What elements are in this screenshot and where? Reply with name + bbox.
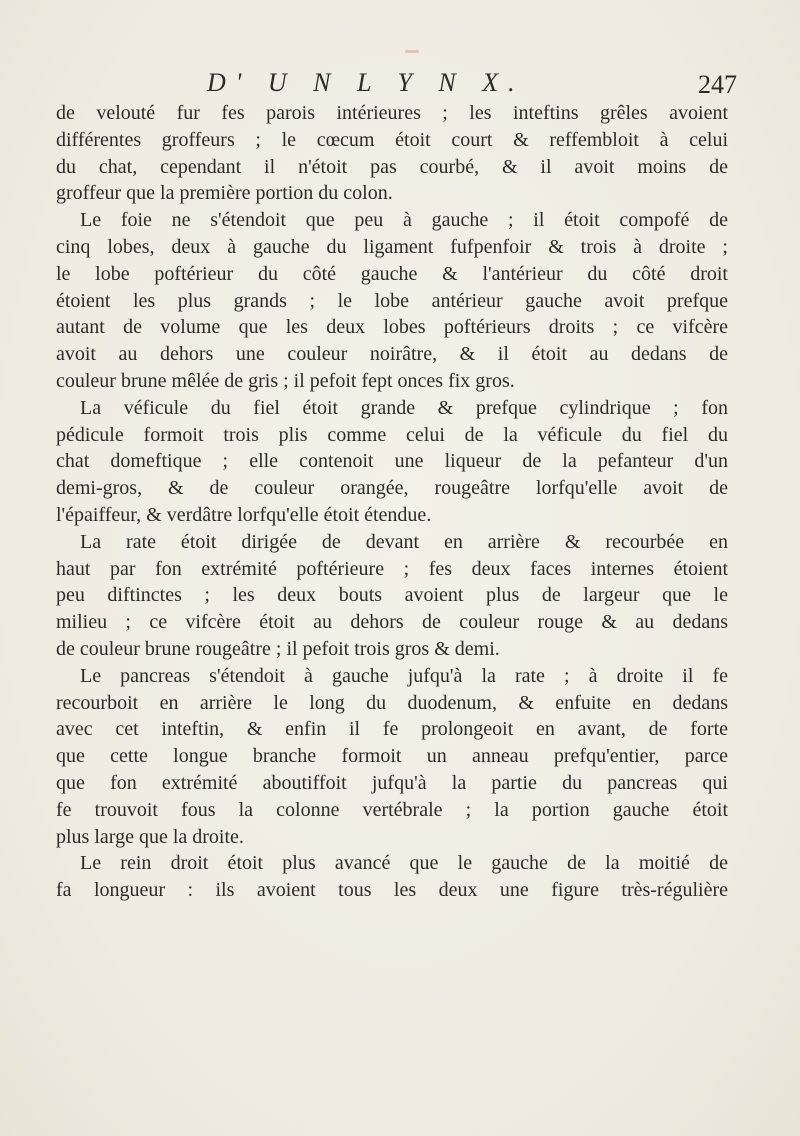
text-line: haut par fon extrémité poftérieure ; fes deux faces internes étoient xyxy=(56,557,728,580)
text-line: chat domeftique ; elle contenoit une liqueur de la pefanteur d'un xyxy=(56,450,728,473)
paragraph-start-line: La véficule du fiel étoit grande & prefque cylindrique ; fon xyxy=(80,396,728,419)
text-line: fa longueur : ils avoient tous les deux une figure très-régulière xyxy=(56,879,728,902)
ink-stain xyxy=(405,50,419,53)
text-line: de velouté fur fes parois intérieures ; les inteftins grêles avoient xyxy=(56,102,728,124)
text-line: l'épaiffeur, & verdâtre lorfqu'elle étoit étendue. xyxy=(56,503,432,526)
text-line: groffeur que la première portion du colon. xyxy=(56,182,393,205)
text-line: demi-gros, & de couleur orangée, rougeâtre lorfqu'elle avoit de xyxy=(56,477,728,500)
text-line: différentes groffeurs ; le cœcum étoit court & reffembloit à celui xyxy=(56,128,728,151)
text-line: le lobe poftérieur du côté gauche & l'antérieur du côté droit xyxy=(56,262,728,285)
text-line: que fon extrémité aboutiffoit jufqu'à la partie du pancreas qui xyxy=(56,771,728,794)
text-line: avec cet inteftin, & enfin il fe prolongeoit en avant, de forte xyxy=(56,718,728,741)
text-line: fe trouvoit fous la colonne vertébrale ; la portion gauche étoit xyxy=(56,798,728,821)
text-line: avoit au dehors une couleur noirâtre, & il étoit au dedans de xyxy=(56,343,728,366)
text-line: de couleur brune rougeâtre ; il pefoit trois gros & demi. xyxy=(56,637,500,660)
text-line: pédicule formoit trois plis comme celui de la véficule du fiel du xyxy=(56,423,728,446)
text-line: cinq lobes, deux à gauche du ligament fufpenfoir & trois à droite ; xyxy=(56,235,728,258)
text-line: plus large que la droite. xyxy=(56,825,244,848)
text-line: que cette longue branche formoit un anneau prefqu'entier, parce xyxy=(56,745,728,768)
paragraph-start-line: Le rein droit étoit plus avancé que le gauche de la moitié de xyxy=(80,852,728,875)
paragraph-start-line: La rate étoit dirigée de devant en arrière & recourbée en xyxy=(80,530,728,553)
text-line: peu diftinctes ; les deux bouts avoient plus de largeur que le xyxy=(56,584,728,607)
text-line: étoient les plus grands ; le lobe antérieur gauche avoit prefque xyxy=(56,289,728,312)
text-line: couleur brune mêlée de gris ; il pefoit fept onces fix gros. xyxy=(56,369,515,392)
text-line: autant de volume que les deux lobes poftérieurs droits ; ce vifcère xyxy=(56,316,728,339)
page-header xyxy=(0,68,800,102)
text-line: recourboit en arrière le long du duodenum, & enfuite en dedans xyxy=(56,691,728,714)
paragraph-start-line: Le pancreas s'étendoit à gauche jufqu'à la rate ; à droite il fe xyxy=(80,664,728,687)
running-title: D' U N L Y N X. xyxy=(207,68,525,97)
page-number: 247 xyxy=(698,70,737,99)
paragraph-start-line: Le foie ne s'étendoit que peu à gauche ; il étoit compofé de xyxy=(80,209,728,232)
text-line: milieu ; ce vifcère étoit au dehors de couleur rouge & au dedans xyxy=(56,611,728,634)
body-text xyxy=(56,100,728,904)
text-line: du chat, cependant il n'étoit pas courbé, & il avoit moins de xyxy=(56,155,728,178)
